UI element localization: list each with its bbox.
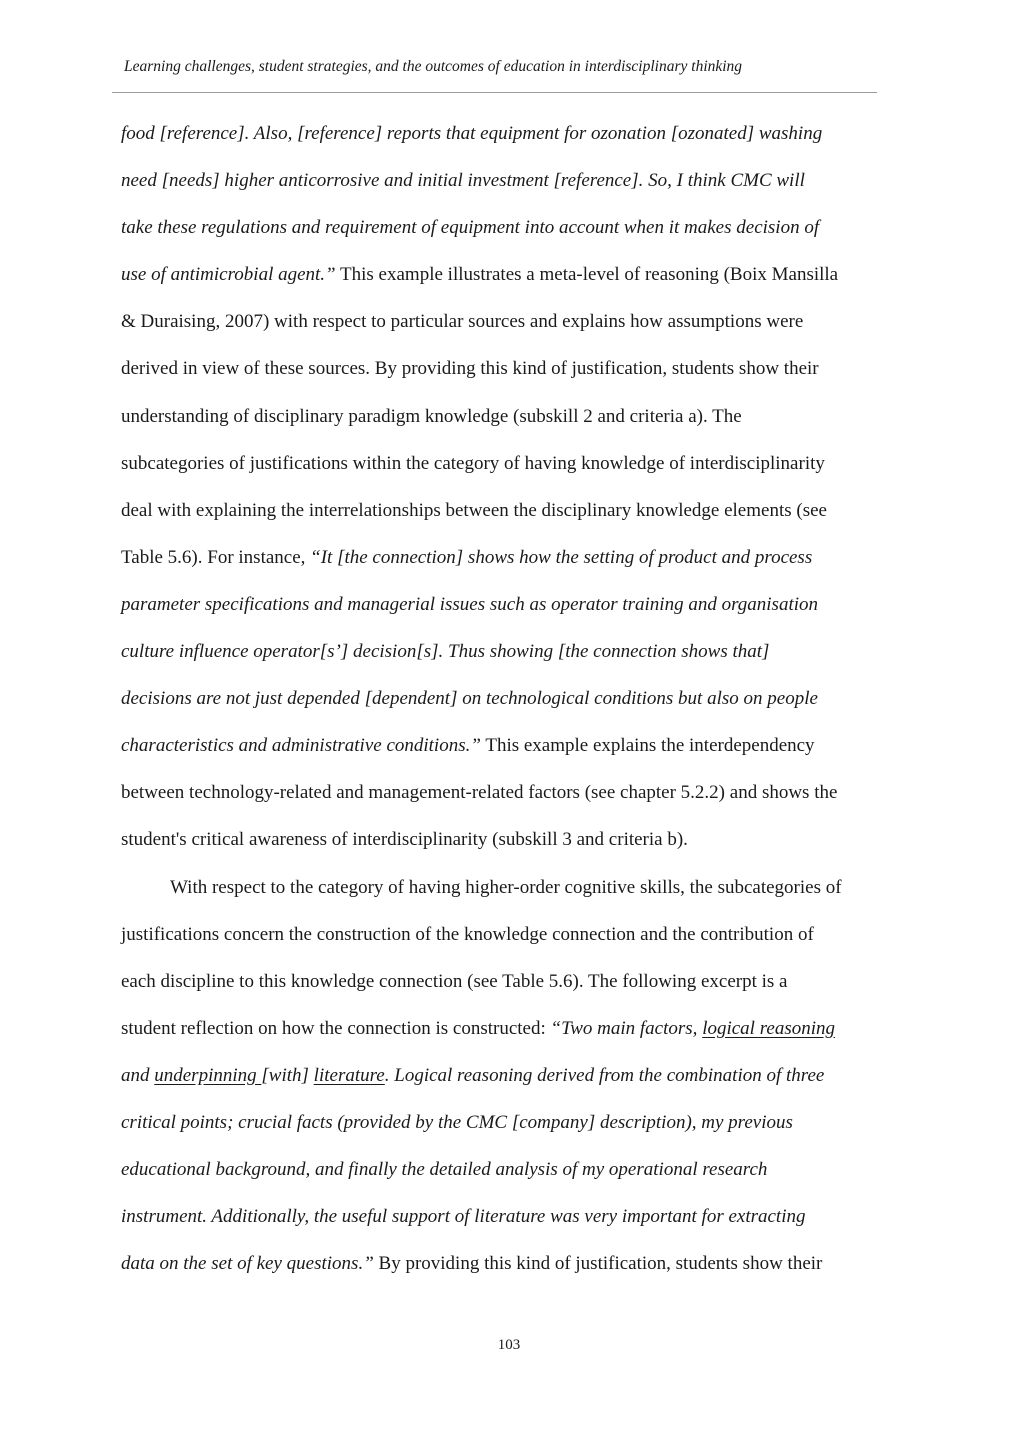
text-line: [121, 1013, 911, 1060]
text-line: [121, 306, 911, 353]
italic-quote-segment: instrument. Additionally, the useful support of literature was very important for extracting: [121, 1206, 806, 1228]
text-segment: each discipline to this knowledge connection (see Table 5.6). The following excerpt is a: [121, 970, 788, 992]
text-segment: This example illustrates a meta-level of reasoning (Boix Mansilla: [335, 264, 839, 286]
text-line: [121, 212, 911, 259]
text-line: [121, 824, 911, 871]
text-line: [121, 777, 911, 824]
running-header: Learning challenges, student strategies, and the outcomes of education in interdisciplinary thinking: [124, 58, 743, 75]
italic-quote-segment: “Two main factors,: [550, 1017, 703, 1039]
text-line: [121, 1060, 911, 1107]
text-line: [121, 966, 911, 1013]
italic-quote-segment: culture influence operator[s’] decision[s]. Thus showing [the connection shows that]: [121, 641, 770, 663]
body-text: [121, 118, 911, 1295]
text-segment: Table 5.6). For instance,: [121, 546, 311, 568]
text-segment: between technology-related and management-related factors (see chapter 5.2.2) and shows the: [121, 782, 838, 804]
text-line: [121, 118, 911, 165]
italic-quote-segment: use of antimicrobial agent.”: [121, 264, 336, 286]
text-line: [121, 401, 911, 448]
italic-quote-segment: decisions are not just depended [dependent] on technological conditions but also on people: [121, 688, 818, 710]
text-line: [121, 730, 911, 777]
italic-quote-segment: characteristics and administrative conditions.”: [121, 735, 481, 757]
text-line: [121, 636, 911, 683]
italic-quote-segment: food [reference]. Also, [reference] reports that equipment for ozonation [ozonated] washing: [121, 123, 823, 144]
underlined-text-segment: logical reasoning: [702, 1017, 836, 1039]
text-line: [121, 259, 911, 306]
text-line: [121, 165, 911, 212]
text-line: [121, 683, 911, 730]
text-segment: justifications concern the construction of the knowledge connection and the contribution of: [121, 923, 814, 945]
text-segment: student's critical awareness of interdisciplinarity (subskill 3 and criteria b).: [121, 829, 688, 851]
text-line: [121, 1201, 911, 1248]
italic-quote-segment: data on the set of key questions.”: [121, 1253, 374, 1275]
text-segment: subcategories of justifications within the category of having knowledge of interdisciplinarity: [121, 452, 825, 474]
text-line: [121, 589, 911, 636]
text-line: [121, 448, 911, 495]
text-line: [121, 495, 911, 542]
text-line: [121, 353, 911, 400]
text-segment: With respect to the category of having higher-order cognitive skills, the subcategories of: [170, 876, 842, 898]
italic-quote-segment: need [needs] higher anticorrosive and initial investment [reference]. So, I think CMC will: [121, 170, 805, 192]
text-line: [121, 1154, 911, 1201]
text-segment: By providing this kind of justification, students show their: [373, 1253, 823, 1275]
text-segment: This example explains the interdependency: [480, 735, 815, 757]
text-segment: student reflection on how the connection is constructed:: [121, 1017, 551, 1039]
italic-quote-segment: educational background, and finally the detailed analysis of my operational research: [121, 1159, 768, 1181]
italic-quote-segment: take these regulations and requirement of equipment into account when it makes decision of: [121, 217, 820, 239]
text-segment: deal with explaining the interrelationships between the disciplinary knowledge elements (see: [121, 499, 827, 521]
italic-quote-segment: and: [121, 1064, 155, 1086]
italic-quote-segment: “It [the connection] shows how the setting of product and process: [310, 546, 813, 568]
italic-quote-segment: . Logical reasoning derived from the combination of three: [384, 1064, 825, 1086]
text-line: [121, 872, 911, 919]
text-segment: derived in view of these sources. By providing this kind of justification, students show their: [121, 358, 819, 380]
page-number: 103: [497, 1337, 521, 1353]
text-line: [121, 919, 911, 966]
underlined-text-segment: literature: [313, 1064, 385, 1086]
text-line: [121, 542, 911, 589]
text-segment: understanding of disciplinary paradigm knowledge (subskill 2 and criteria a). The: [121, 405, 742, 427]
italic-quote-segment: critical points; crucial facts (provided by the CMC [company] description), my previous: [121, 1111, 793, 1133]
underlined-text-segment: underpinning: [154, 1064, 262, 1086]
text-line: [121, 1107, 911, 1154]
header-divider: [112, 92, 877, 93]
text-line: [121, 1248, 911, 1295]
italic-quote-segment: parameter specifications and managerial issues such as operator training and organisation: [121, 593, 819, 615]
italic-quote-segment: [with]: [261, 1064, 314, 1086]
text-segment: & Duraising, 2007) with respect to particular sources and explains how assumptions were: [121, 311, 804, 333]
